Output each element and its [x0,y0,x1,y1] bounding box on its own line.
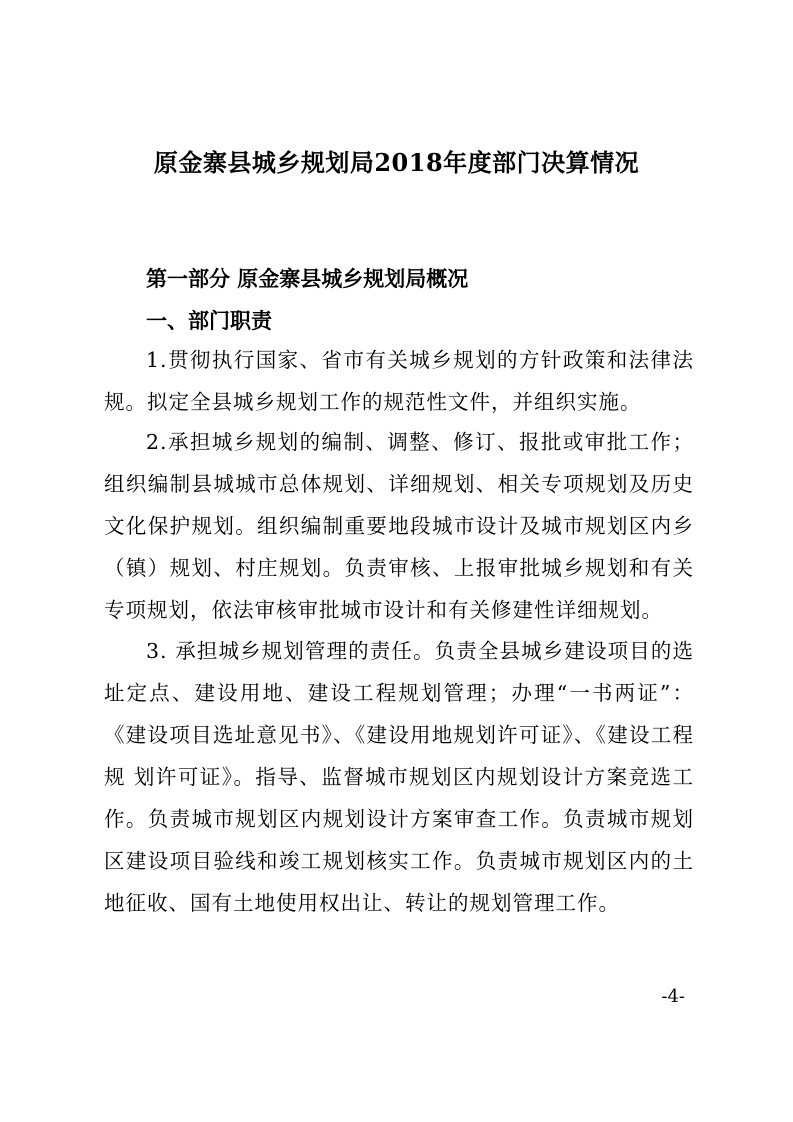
paragraph-1: 1.贯彻执行国家、省市有关城乡规划的方针政策和法律法规。拟定全县城乡规划工作的规范性文件，并组织实施。 [104,348,694,414]
page-number: -4- [661,986,685,1007]
paragraph-3: 3. 承担城乡规划管理的责任。负责全县城乡建设项目的选址定点、建设用地、建设工程规划管理；办理“一书两证”：《建设项目选址意见书》、《建设用地规划许可证》、《建设工程规 划许可证》。指导、监督城市规划区内规划设计方案竞选工作。负责城市规划区内规划设计方案审查工作。负责城市规划区建设项目验线和竣工规划核实工作。负责城市规划区内的土地征收、国有土地使用权出让、转让的规划管理工作。 [104,639,694,915]
paragraph-2: 2.承担城乡规划的编制、调整、修订、报批或审批工作；组织编制县城城市总体规划、详细规划、相关专项规划及历史文化保护规划。组织编制重要地段城市设计及城市规划区内乡（镇）规划、村庄规划。负责审核、上报审批城乡规划和有关专项规划，依法审核审批城市设计和有关修建性详细规划。 [104,430,694,622]
document-title: 原金寨县城乡规划局2018年度部门决算情况 [153,148,640,177]
part-heading: 第一部分 原金寨县城乡规划局概况 [146,266,469,291]
section-heading: 一、部门职责 [146,308,272,333]
